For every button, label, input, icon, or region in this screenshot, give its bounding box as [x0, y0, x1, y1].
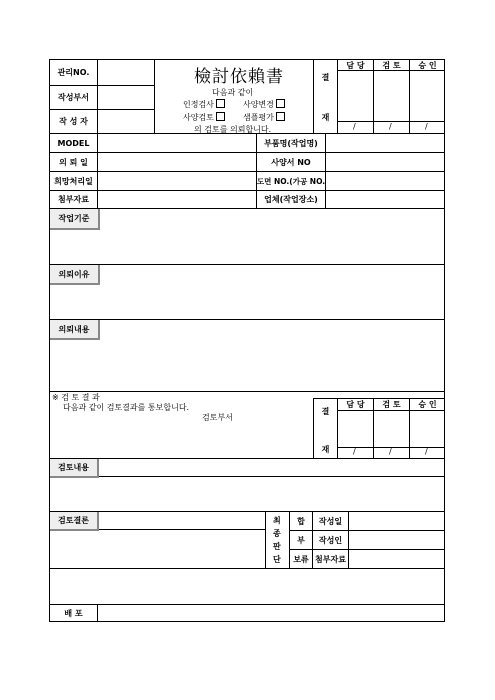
document-title: 檢討依賴書 — [194, 67, 284, 87]
part-name-field[interactable] — [326, 134, 445, 152]
option-sample[interactable]: 샘플평가 — [243, 112, 285, 123]
review-content-area[interactable] — [50, 477, 444, 510]
author-label: 작 성 자 — [59, 117, 88, 126]
review-approval-col-approve: 승 인 — [418, 400, 437, 409]
author-dept-label: 작성부서 — [58, 93, 89, 102]
option-spec-change[interactable]: 사양변경 — [243, 99, 285, 110]
final-char-4: 단 — [273, 555, 281, 564]
review-sign-approve[interactable] — [410, 411, 445, 447]
writer-field[interactable] — [349, 531, 444, 549]
approval-sign-approve[interactable] — [410, 71, 445, 121]
final-char-2: 종 — [273, 529, 281, 538]
author-dept-field[interactable] — [98, 86, 154, 109]
approval-date-charge[interactable]: / — [353, 122, 356, 131]
review-content-label: 검토내용 — [50, 459, 99, 478]
drawing-no-label: 도면 NO.(가공 NO. — [256, 176, 326, 186]
review-conclusion-label: 검토결론 — [50, 512, 99, 531]
checkbox-sample[interactable] — [276, 112, 285, 121]
final-hold[interactable]: 보류 — [293, 554, 309, 564]
write-date-label: 작성일 — [318, 516, 343, 526]
review-content-field[interactable] — [98, 459, 444, 476]
write-date-field[interactable] — [349, 512, 444, 530]
attachments-field[interactable] — [98, 191, 256, 208]
review-approval-col-charge: 담 당 — [346, 400, 365, 409]
mgmt-no-field[interactable] — [98, 60, 154, 85]
checkbox-spec-change[interactable] — [276, 99, 285, 108]
final-fail[interactable]: 부 — [297, 535, 305, 545]
approval-col-charge: 담 당 — [346, 60, 365, 70]
drawing-no-field[interactable] — [326, 172, 445, 190]
review-approval-gyeol: 결 — [321, 406, 330, 416]
request-date-field[interactable] — [98, 153, 256, 171]
option-spec-review[interactable]: 사양검토 — [183, 112, 225, 123]
approval-jae: 재 — [321, 112, 330, 122]
checkbox-cert[interactable] — [216, 99, 225, 108]
approval-sign-charge[interactable] — [338, 71, 373, 121]
distribution-field[interactable] — [98, 605, 444, 622]
attachments-label: 첨부자료 — [58, 195, 89, 204]
review-dept: 검토부서 — [202, 413, 233, 422]
request-intro: 다음과 같이 — [212, 88, 254, 97]
request-reason-area[interactable] — [50, 284, 444, 318]
writer-label: 작성인 — [318, 535, 343, 545]
final-pass[interactable]: 합 — [297, 516, 305, 526]
work-standard-label: 작업기준 — [50, 209, 100, 230]
spec-no-field[interactable] — [326, 153, 445, 171]
desired-date-label: 희망처리일 — [54, 176, 93, 186]
review-sign-charge[interactable] — [338, 411, 373, 447]
final-attach-field[interactable] — [349, 550, 444, 568]
request-content-label: 의뢰내용 — [50, 320, 100, 340]
approval-col-approve: 승 인 — [418, 60, 437, 70]
desired-date-field[interactable] — [98, 172, 256, 190]
review-date-review[interactable]: / — [389, 447, 392, 456]
review-conclusion-area[interactable] — [50, 530, 265, 568]
part-name-label: 부품명(작업명) — [264, 138, 318, 148]
spec-no-label: 사양서 NO — [271, 157, 311, 167]
mgmt-no-label: 관리NO. — [57, 68, 90, 77]
review-blank-area[interactable] — [50, 569, 444, 604]
final-char-3: 판 — [273, 542, 281, 551]
review-date-approve[interactable]: / — [425, 447, 428, 456]
request-content-area[interactable] — [50, 339, 444, 390]
option-cert[interactable]: 인정검사 — [183, 99, 225, 110]
request-date-label: 의 뢰 일 — [59, 157, 88, 167]
request-reason-label: 의뢰이유 — [50, 265, 100, 285]
review-approval-col-review: 검 토 — [382, 400, 401, 409]
review-date-charge[interactable]: / — [353, 447, 356, 456]
request-closing: 의 검토를 의뢰합니다. — [194, 125, 272, 134]
approval-date-review[interactable]: / — [389, 122, 392, 131]
review-conclusion-field[interactable] — [98, 512, 265, 529]
vendor-field[interactable] — [326, 191, 445, 208]
approval-gyeol: 결 — [321, 72, 330, 82]
approval-col-review: 검 토 — [382, 60, 401, 70]
review-approval-jae: 재 — [321, 444, 330, 454]
approval-sign-review[interactable] — [374, 71, 409, 121]
model-label: MODEL — [57, 138, 90, 148]
work-standard-area[interactable] — [50, 229, 444, 263]
vendor-label: 업체(작업장소) — [264, 195, 318, 204]
checkbox-spec-review[interactable] — [216, 112, 225, 121]
author-field[interactable] — [98, 110, 154, 133]
final-attach-label: 첨부자료 — [315, 554, 346, 564]
review-notice: 다음과 같이 검토결과를 통보합니다. — [63, 403, 190, 412]
model-field[interactable] — [98, 134, 256, 152]
review-sign-review[interactable] — [374, 411, 409, 447]
review-heading: ※ 검 토 결 과 — [52, 393, 100, 402]
distribution-label: 배 포 — [64, 609, 83, 618]
final-char-1: 최 — [273, 516, 281, 525]
approval-date-approve[interactable]: / — [425, 122, 428, 131]
